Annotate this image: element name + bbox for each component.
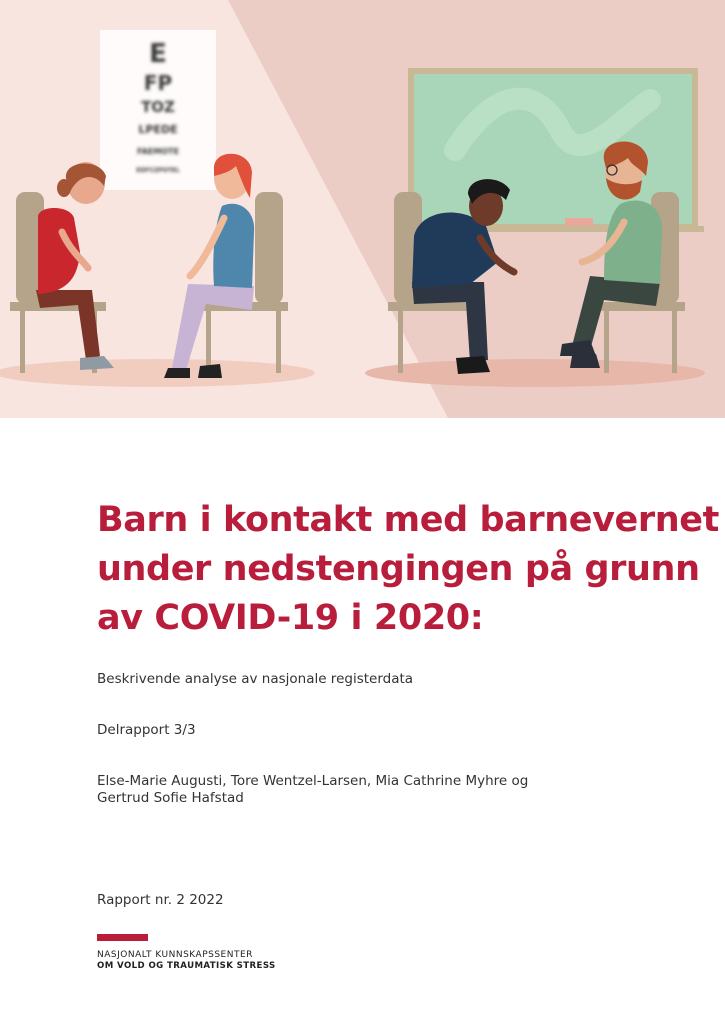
author-line: Gertrud Sofie Hafstad — [97, 790, 244, 806]
svg-text:LPEDE: LPEDE — [138, 123, 178, 136]
authors — [97, 773, 528, 807]
floor-shadow-right — [365, 359, 705, 387]
title-line: Barn i kontakt med barnevernet — [97, 500, 719, 540]
page-title — [97, 496, 719, 643]
cover-illustration — [0, 0, 725, 418]
svg-text:TOZ: TOZ — [141, 98, 175, 116]
logo-bar — [97, 934, 148, 941]
author-line: Else-Marie Augusti, Tore Wentzel-Larsen, Mia Cathrine Myhre og — [97, 773, 529, 789]
floor-shadow-left — [0, 359, 315, 387]
logo-text-line1: NASJONALT KUNNSKAPSSENTER — [97, 950, 253, 960]
svg-text:FP: FP — [143, 71, 173, 95]
title-line: av COVID-19 i 2020: — [97, 598, 484, 638]
svg-text:EDFCZPOTEL: EDFCZPOTEL — [136, 167, 180, 174]
title-line: under nedstengingen på grunn — [97, 549, 700, 589]
svg-text:E: E — [149, 39, 167, 69]
part-label: Delrapport 3/3 — [97, 722, 196, 738]
logo-text-line2: OM VOLD OG TRAUMATISK STRESS — [97, 961, 276, 971]
report-number: Rapport nr. 2 2022 — [97, 892, 224, 908]
eye-chart — [100, 30, 216, 190]
subtitle: Beskrivende analyse av nasjonale registerdata — [97, 671, 414, 687]
organization-logo — [97, 934, 297, 972]
svg-text:FAEMOTE: FAEMOTE — [137, 147, 179, 156]
